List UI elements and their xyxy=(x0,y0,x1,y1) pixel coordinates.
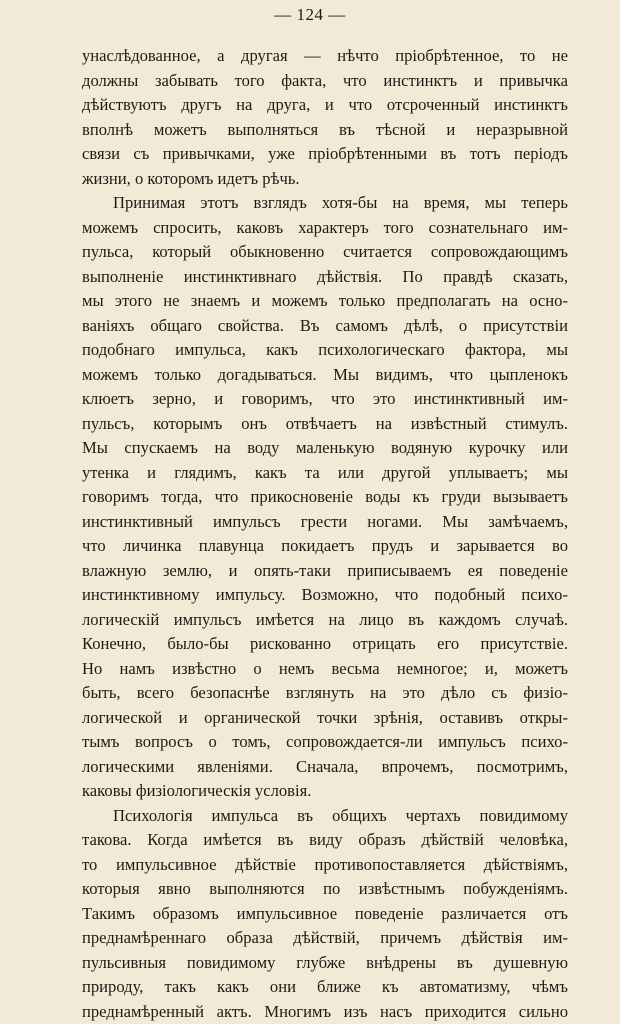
text-line: Мы спускаемъ на воду маленькую водяную курочку или xyxy=(82,436,568,461)
text-line: Такимъ образомъ импульсивное поведеніе различается отъ xyxy=(82,902,568,927)
text-line: инстинктивному импульсу. Возможно, что подобный психо- xyxy=(82,583,568,608)
text-line: Конечно, было-бы рискованно отрицать его присутствіе. xyxy=(82,632,568,657)
text-line: унаслѣдованное, а другая — нѣчто пріобрѣтенное, то не xyxy=(82,44,568,69)
text-line: каковы физіологическія условія. xyxy=(82,779,568,804)
text-line: такова. Когда имѣется въ виду образъ дѣйствій человѣка, xyxy=(82,828,568,853)
text-line: преднамѣреннаго образа дѣйствій, причемъ дѣйствія им- xyxy=(82,926,568,951)
text-line: дѣйствуютъ другъ на друга, и что отсроченный инстинктъ xyxy=(82,93,568,118)
text-line: то импульсивное дѣйствіе противопоставляется дѣйствіямъ, xyxy=(82,853,568,878)
body-text xyxy=(82,44,568,1024)
text-line: вполнѣ можетъ выполняться въ тѣсной и неразрывной xyxy=(82,118,568,143)
text-line: связи съ привычками, уже пріобрѣтенными въ тотъ періодъ xyxy=(82,142,568,167)
text-line: что личинка плавунца покидаетъ прудъ и зарывается во xyxy=(82,534,568,559)
text-line: пульса, который обыкновенно считается сопровождающимъ xyxy=(82,240,568,265)
text-line: быть, всего безопаснѣе взглянуть на это дѣло съ физіо- xyxy=(82,681,568,706)
text-line: утенка и глядимъ, какъ та или другой уплываетъ; мы xyxy=(82,461,568,486)
text-line: преднамѣренный актъ. Многимъ изъ насъ приходится сильно xyxy=(82,1000,568,1024)
text-line: логическими явленіями. Сначала, впрочемъ, посмотримъ, xyxy=(82,755,568,780)
text-line: можемъ спросить, каковъ характеръ того сознательнаго им- xyxy=(82,216,568,241)
text-line: инстинктивный импульсъ грести ногами. Мы замѣчаемъ, xyxy=(82,510,568,535)
page-number: — 124 — xyxy=(0,4,620,26)
text-line: должны забывать того факта, что инстинктъ и привычка xyxy=(82,69,568,94)
text-line: природу, такъ какъ они ближе къ автоматизму, чѣмъ xyxy=(82,975,568,1000)
text-line: пульсъ, которымъ онъ отвѣчаетъ на извѣстный стимулъ. xyxy=(82,412,568,437)
text-line: можемъ только догадываться. Мы видимъ, что цыпленокъ xyxy=(82,363,568,388)
text-line: ваніяхъ общаго свойства. Въ самомъ дѣлѣ, о присутствіи xyxy=(82,314,568,339)
text-line: логическій импульсъ имѣется на лицо въ каждомъ случаѣ. xyxy=(82,608,568,633)
text-line: которыя явно выполняются по извѣстнымъ побужденіямъ. xyxy=(82,877,568,902)
text-line: говоримъ тогда, что прикосновеніе воды къ груди вызываетъ xyxy=(82,485,568,510)
text-line: подобнаго импульса, какъ психологическаго фактора, мы xyxy=(82,338,568,363)
text-line: мы этого не знаемъ и можемъ только предполагать на осно- xyxy=(82,289,568,314)
text-line: Но намъ извѣстно о немъ весьма немногое; и, можетъ xyxy=(82,657,568,682)
text-line: тымъ вопросъ о томъ, сопровождается-ли импульсъ психо- xyxy=(82,730,568,755)
text-line: пульсивныя повидимому глубже внѣдрены въ душевную xyxy=(82,951,568,976)
text-line: выполненіе инстинктивнаго дѣйствія. По правдѣ сказать, xyxy=(82,265,568,290)
text-line: влажную землю, и опять-таки приписываемъ ея поведеніе xyxy=(82,559,568,584)
text-line: Психологія импульса въ общихъ чертахъ повидимому xyxy=(82,804,568,829)
text-line: жизни, о которомъ идетъ рѣчь. xyxy=(82,167,568,192)
text-line: клюетъ зерно, и говоримъ, что это инстинктивный им- xyxy=(82,387,568,412)
text-line: логической и органической точки зрѣнія, оставивъ откры- xyxy=(82,706,568,731)
text-line: Принимая этотъ взглядъ хотя-бы на время, мы теперь xyxy=(82,191,568,216)
